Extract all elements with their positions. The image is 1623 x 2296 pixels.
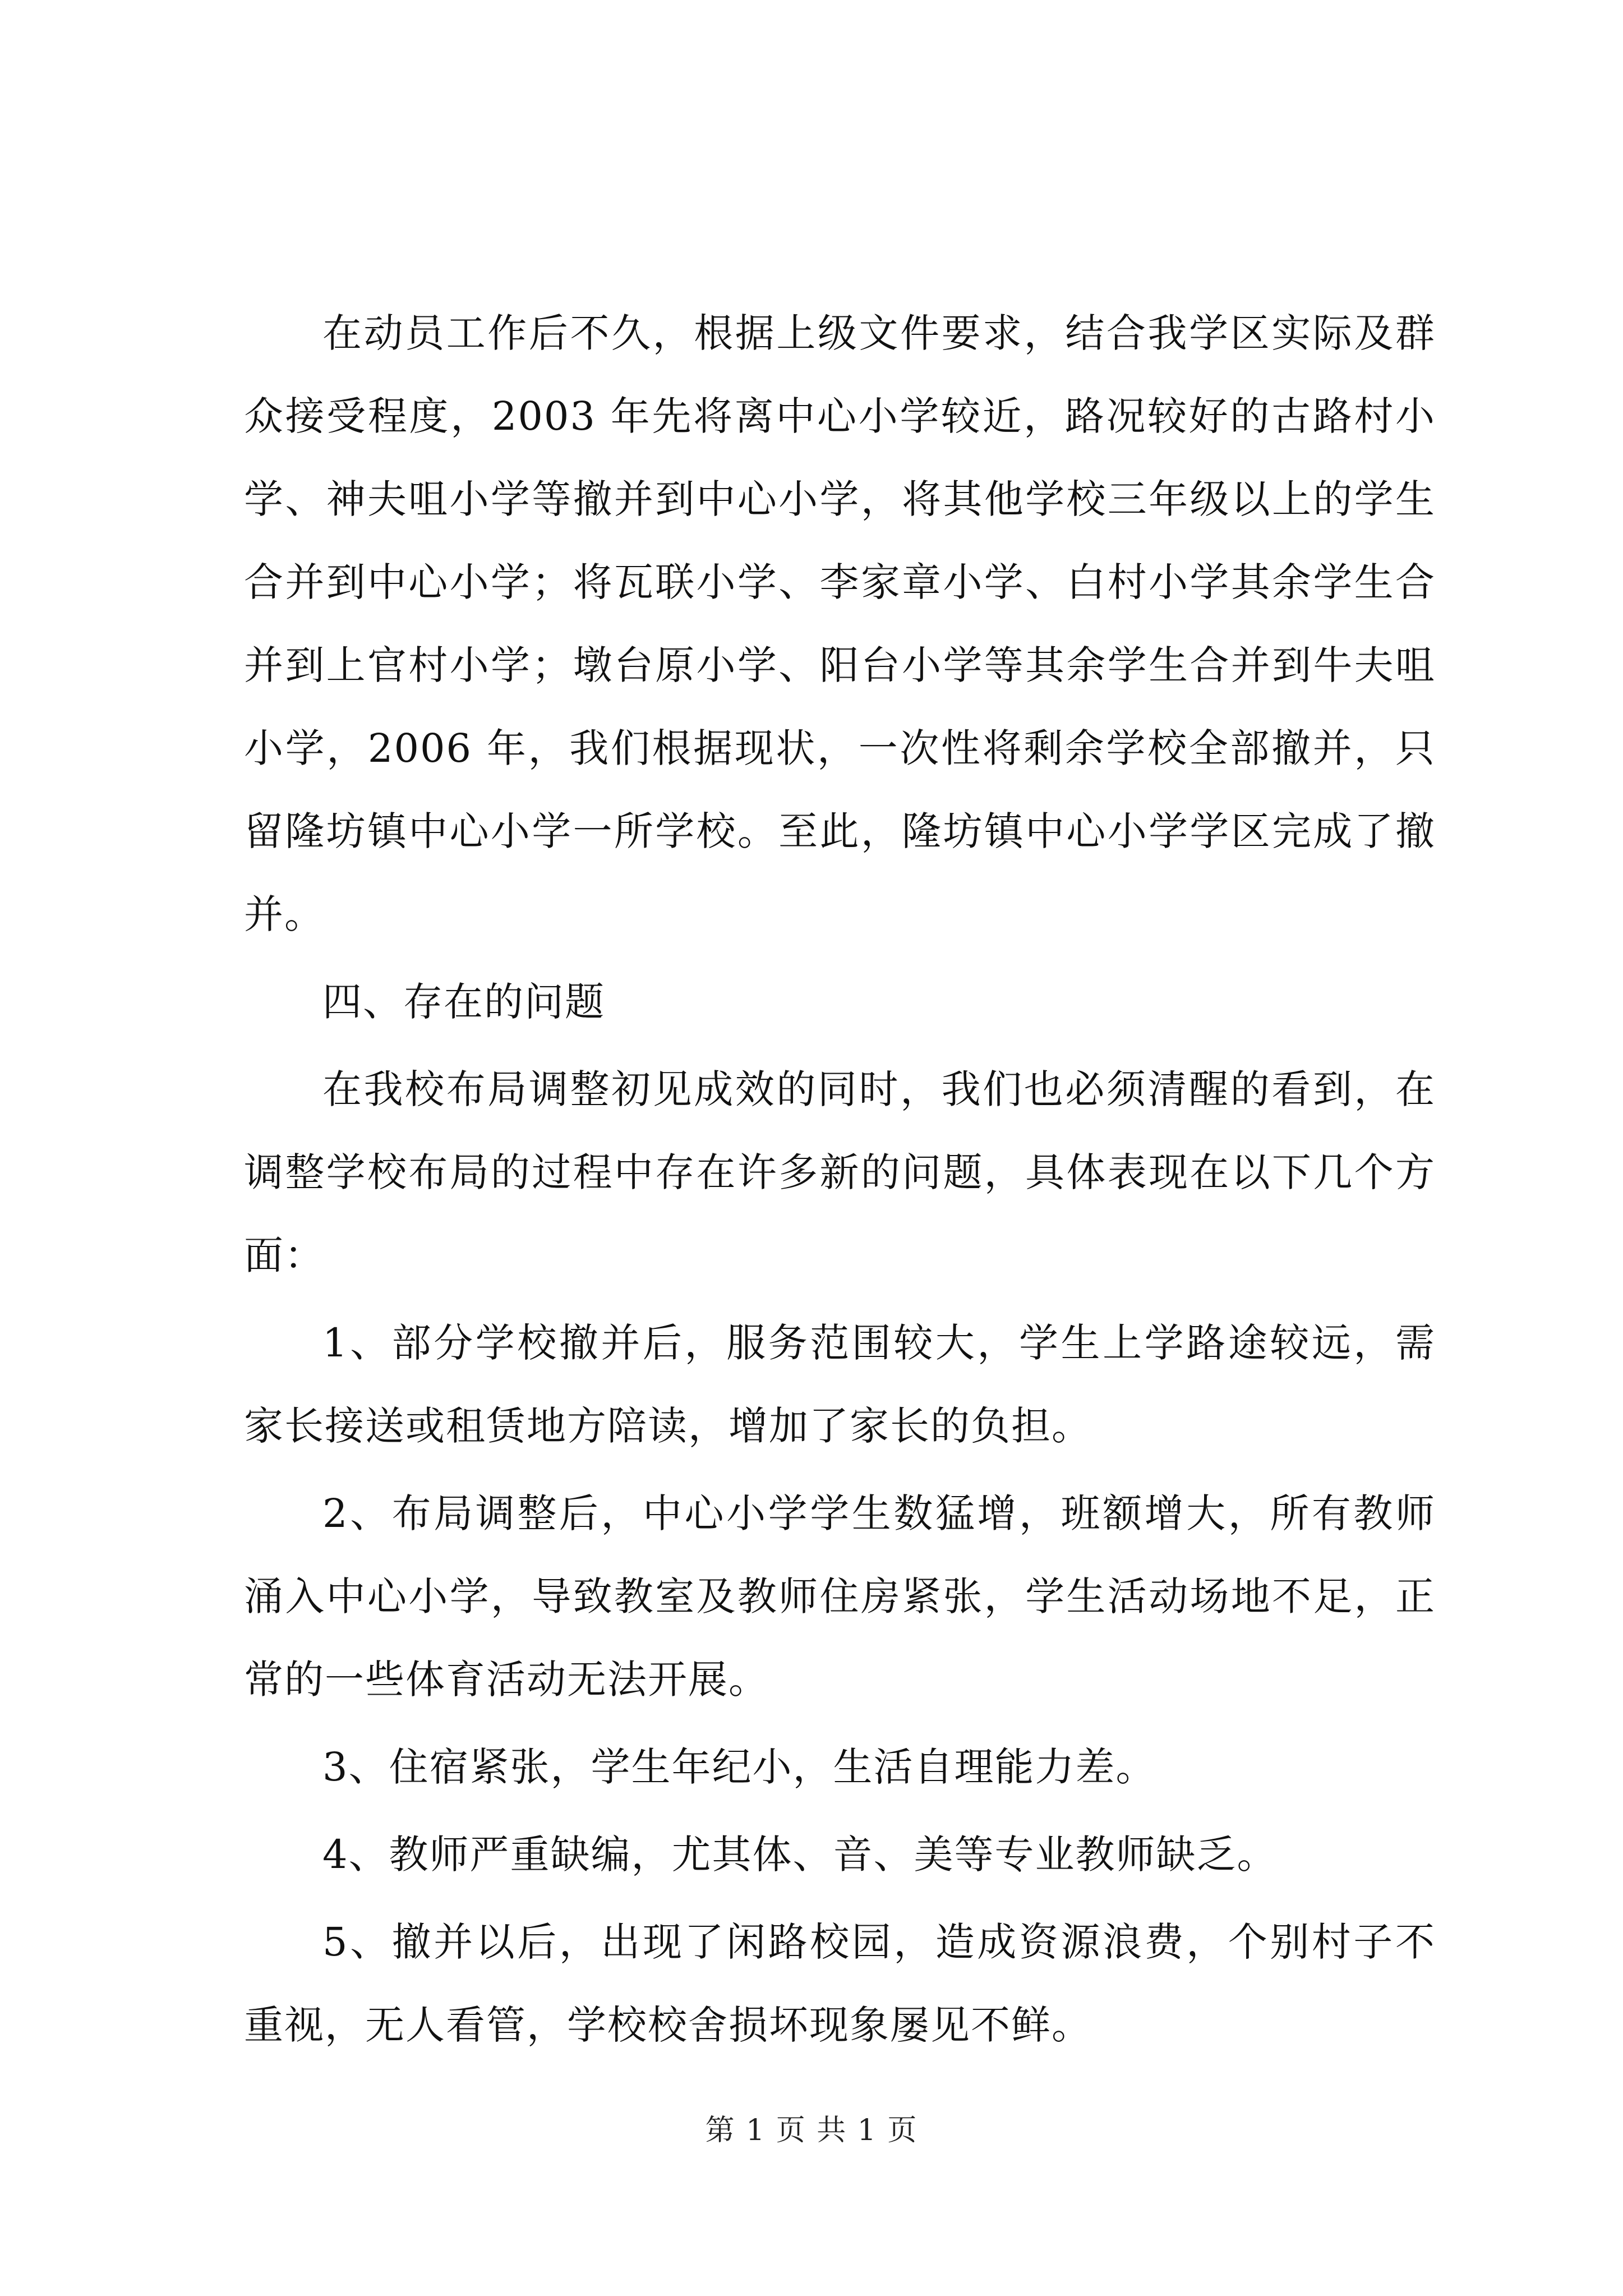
page-footer: 第 1 页 共 1 页: [705, 2114, 918, 2147]
paragraph-problem-4: 4、教师严重缺编，尤其体、音、美等专业教师缺乏。: [322, 1832, 1278, 1878]
paragraph-merger-process: 在动员工作后不久，根据上级文件要求，结合我学区实际及群众接受程度，2003 年先将离中心小学较近，路况较好的古路村小学、神夫咀小学等撤并到中心小学，将其他学校三年级以上的学生合并到中心小学；将瓦联小学、李家章小学、白村小学其余学生合并到上官村小学；墩台原小学、阳台小学等其余学生合并到牛夫咀小学，2006 年，我们根据现状，一次性将剩余学校全部撤并，只留隆坊镇中心小学一所学校。至此，隆坊镇中心小学学区完成了撤并。: [244, 310, 1436, 937]
paragraph-problem-1: 1、部分学校撤并后，服务范围较大，学生上学路途较远，需家长接送或租赁地方陪读，增加了家长的负担。: [244, 1320, 1436, 1449]
document-body: [244, 292, 1436, 2071]
paragraph-problems-intro: 在我校布局调整初见成效的同时，我们也必须清醒的看到，在调整学校布局的过程中存在许多新的问题，具体表现在以下几个方面：: [244, 1066, 1436, 1278]
paragraph-problem-5: 5、撤并以后，出现了闲路校园，造成资源浪费，个别村子不重视，无人看管，学校校舍损坏现象屡见不鲜。: [244, 1919, 1436, 2048]
section-heading-problems: 四、存在的问题: [322, 979, 605, 1025]
paragraph-problem-2: 2、布局调整后，中心小学学生数猛增，班额增大，所有教师涌入中心小学，导致教室及教师住房紧张，学生活动场地不足，正常的一些体育活动无法开展。: [244, 1490, 1436, 1703]
paragraph-problem-3: 3、住宿紧张，学生年纪小，生活自理能力差。: [322, 1744, 1156, 1790]
